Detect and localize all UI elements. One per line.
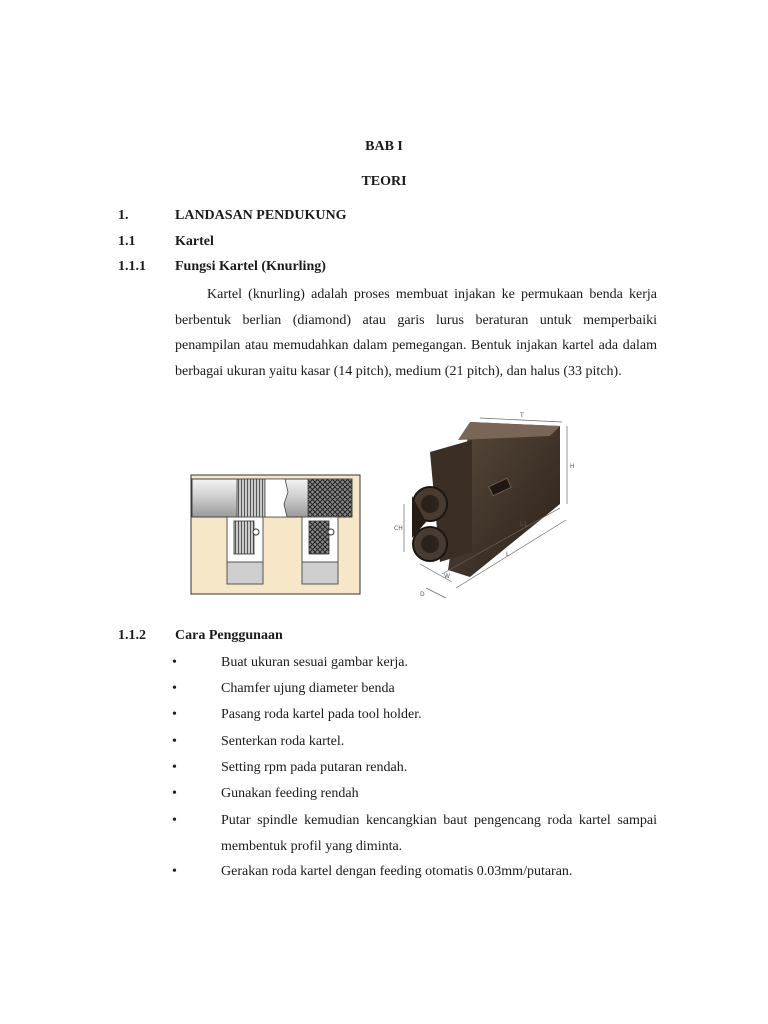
subsubsection-title: Fungsi Kartel (Knurling) bbox=[175, 259, 326, 274]
dim-label-h: H bbox=[570, 463, 575, 470]
list-item: Pasang roda kartel pada tool holder. bbox=[221, 707, 422, 722]
list-item: Gunakan feeding rendah bbox=[221, 786, 359, 801]
subsection-title: Kartel bbox=[175, 234, 214, 249]
bullet-icon: • bbox=[172, 681, 177, 696]
knurling-figure bbox=[190, 412, 582, 608]
dim-label-w: W bbox=[444, 573, 450, 580]
dim-label-t: T bbox=[520, 412, 524, 419]
dim-label-ch: CH bbox=[394, 525, 403, 532]
chapter-title: BAB I bbox=[365, 139, 403, 154]
bullet-icon: • bbox=[172, 864, 177, 879]
list-item: Setting rpm pada putaran rendah. bbox=[221, 760, 408, 775]
bullet-icon: • bbox=[172, 707, 177, 722]
list-item: Putar spindle kemudian kencangkian baut pengencang roda kartel sampai membentuk profil yang diminta. bbox=[221, 813, 657, 854]
list-item: Senterkan roda kartel. bbox=[221, 734, 345, 749]
dim-label-l: L bbox=[506, 551, 510, 558]
dim-label-d: D bbox=[420, 591, 425, 598]
subsubsection-number: 1.1.1 bbox=[118, 259, 146, 274]
bullet-icon: • bbox=[172, 734, 177, 749]
bullet-icon: • bbox=[172, 760, 177, 775]
list-item: Chamfer ujung diameter benda bbox=[221, 681, 395, 696]
bullet-icon: • bbox=[172, 786, 177, 801]
list-item: Buat ukuran sesuai gambar kerja. bbox=[221, 655, 408, 670]
subsubsection-number: 1.1.2 bbox=[118, 628, 146, 643]
dim-label-l1: L1 bbox=[520, 521, 528, 528]
knurling-process-diagram bbox=[191, 475, 360, 594]
knurling-illustration bbox=[190, 412, 582, 608]
body-paragraph: Kartel (knurling) adalah proses membuat injakan ke permukaan benda kerja berbentuk berlian (diamond) atau garis lurus beraturan untuk memperbaiki penampilan atau memudahkan dalam pemegangan. Bentuk injakan kartel ada dalam berbagai ukuran yaitu kasar (14 pitch), medium (21 pitch), dan halus (33 pitch). bbox=[175, 287, 657, 379]
bullet-icon: • bbox=[172, 655, 177, 670]
subsection-number: 1.1 bbox=[118, 234, 136, 249]
section-title: LANDASAN PENDUKUNG bbox=[175, 208, 347, 223]
list-item: Gerakan roda kartel dengan feeding otomatis 0.03mm/putaran. bbox=[221, 864, 573, 879]
subsubsection-title: Cara Penggunaan bbox=[175, 628, 283, 643]
bullet-icon: • bbox=[172, 813, 177, 828]
section-number: 1. bbox=[118, 208, 129, 223]
knurling-tool-holder bbox=[394, 412, 575, 598]
chapter-subtitle: TEORI bbox=[361, 174, 407, 189]
